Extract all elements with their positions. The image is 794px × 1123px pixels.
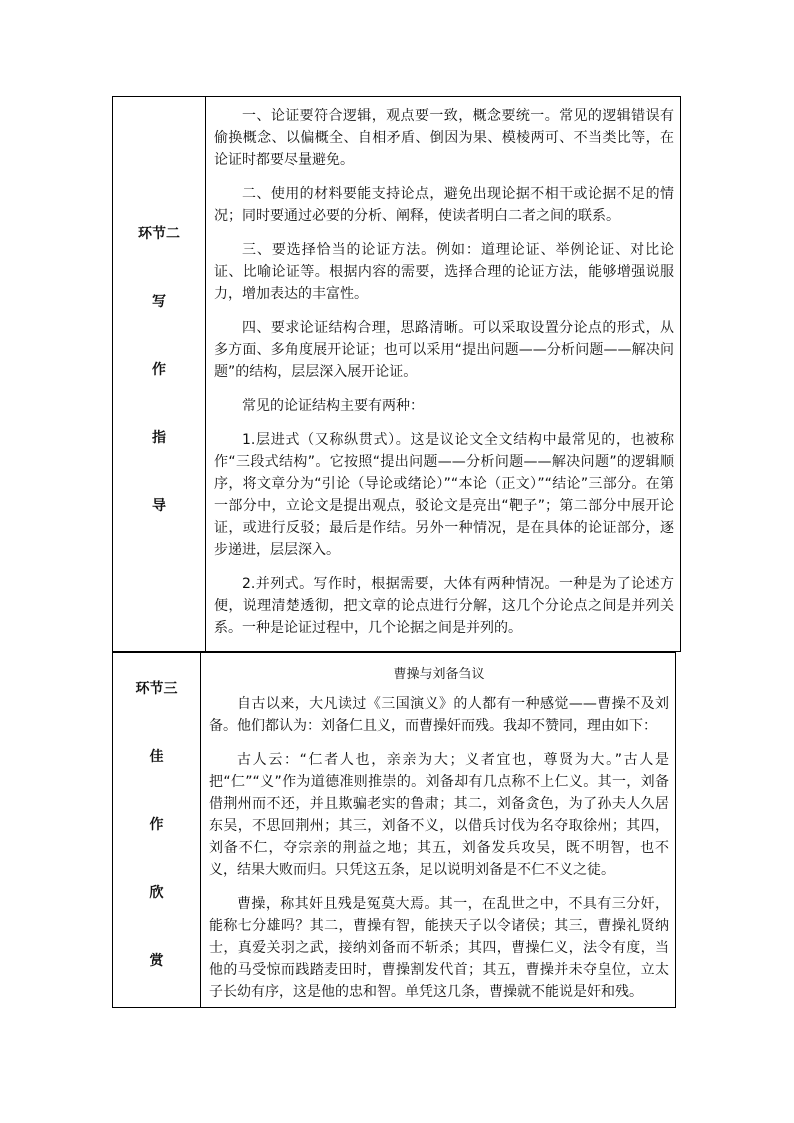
section3-label-title: 环节三 <box>135 681 178 697</box>
article-title: 曹操与刘备刍议 <box>393 667 485 682</box>
article-paragraph: 曹操，称其奸且残是冤莫大焉。其一，在乱世之中，不具有三分奸，能称七分雄吗？其二，曹操有智，能挟天子以令诸侯；其三，曹操礼贤纳士，真爱关羽之武，接纳刘备而不斩杀；其四，曹操仁义，法令有度，当他的马受惊而践踏麦田时，曹操割发代首；其五，曹操并未夺皇位，立太子长幼有序，这是他的忠和智。单凭这几条，曹操就不能说是奸和残。 <box>209 896 669 1000</box>
section3-table <box>112 652 676 1008</box>
section2-label-char-4: 导 <box>152 498 166 514</box>
section2-label-title: 环节二 <box>138 226 180 242</box>
section3-label-char-3: 欣 <box>149 885 164 901</box>
section2-paragraph: 四、要求论证结构合理，思路清晰。可以采取设置分论点的形式，从多方面、多角度展开论证；也可以采用“提出问题——分析问题——解决问题”的结构，层层深入展开论证。 <box>214 320 674 380</box>
section2-content <box>206 97 680 651</box>
section2-label-column <box>113 97 206 651</box>
section2-paragraph: 二、使用的材料要能支持论点，避免出现论据不相干或论据不足的情况；同时要通过必要的分析、阐释，使读者明白二者之间的联系。 <box>214 186 674 224</box>
section3-label-column <box>113 653 201 1007</box>
section3-label-char-1: 佳 <box>149 749 164 765</box>
section2-label-char-1: 写 <box>152 294 166 310</box>
section2-label-char-3: 指 <box>152 430 166 446</box>
section2-label-char-2: 作 <box>152 362 166 378</box>
article-paragraph: 自古以来，大凡读过《三国演义》的人都有一种感觉——曹操不及刘备。他们都认为：刘备仁且义，而曹操奸而残。我却不赞同，理由如下： <box>209 696 669 734</box>
section2-paragraph: 一、论证要符合逻辑，观点要一致，概念要统一。常见的逻辑错误有偷换概念、以偏概全、自相矛盾、倒因为果、模棱两可、不当类比等，在论证时都要尽量避免。 <box>214 108 674 168</box>
section2-paragraph: 1.层进式（又称纵贯式）。这是议论文全文结构中最常见的，也被称作“三段式结构”。它按照“提出问题——分析问题——解决问题”的逻辑顺序，将文章分为“引论（导论或绪论）”“本论（正文）”“结论”三部分。在第一部分中，立论文是提出观点，驳论文是亮出“靶子”；第二部分中展开论证，或进行反驳；最后是作结。另外一种情况，是在具体的论证部分，逐步递进，层层深入。 <box>214 432 674 558</box>
section3-content <box>201 653 675 1007</box>
section3-label-char-4: 赏 <box>149 953 164 969</box>
section3-label-char-2: 作 <box>149 817 164 833</box>
article-paragraph: 古人云：“仁者人也，亲亲为大；义者宜也，尊贤为大。”古人是把“仁”“义”作为道德准则推崇的。刘备却有几点称不上仁义。其一，刘备借荆州而不还，并且欺骗老实的鲁肃；其二，刘备贪色，为了孙夫人久居东吴，不思回荆州；其三，刘备不义，以借兵讨伐为名夺取徐州；其四，刘备不仁，夺宗亲的荆益之地；其五，刘备发兵攻吴，既不明智，也不义，结果大败而归。只凭这五条，足以说明刘备是不仁不义之徒。 <box>209 752 669 878</box>
section2-table <box>112 96 681 652</box>
section2-paragraph: 2.并列式。写作时，根据需要，大体有两种情况。一种是为了论述方便，说理清楚透彻，把文章的论点进行分解，这几个分论点之间是并列关系。一种是论证过程中，几个论据之间是并列的。 <box>214 576 674 636</box>
section2-paragraph: 三、要选择恰当的论证方法。例如：道理论证、举例论证、对比论证、比喻论证等。根据内容的需要，选择合理的论证方法，能够增强说服力，增加表达的丰富性。 <box>214 242 674 302</box>
section2-paragraph: 常见的论证结构主要有两种： <box>242 398 424 414</box>
